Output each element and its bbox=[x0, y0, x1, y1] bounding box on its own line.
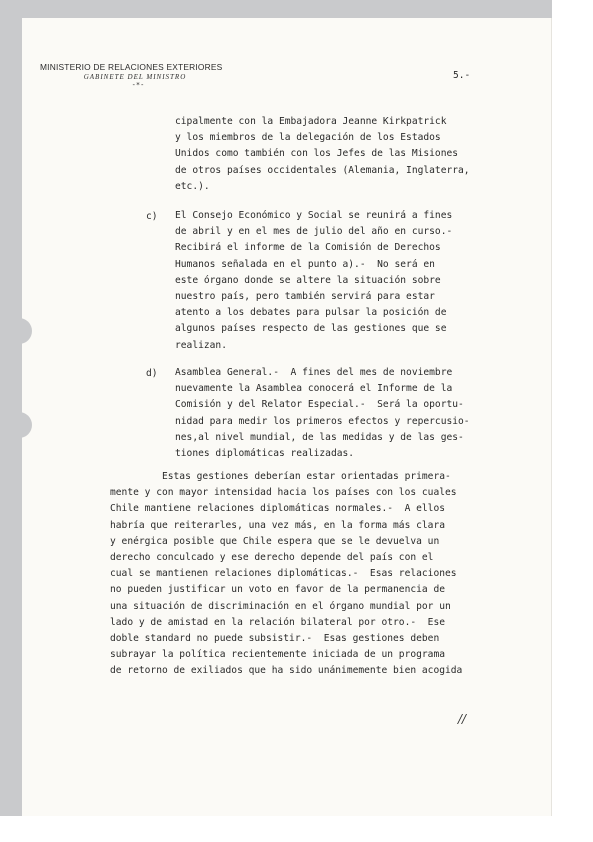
item-c-paragraph: El Consejo Económico y Social se reunirá a fines de abril y en el mes de julio del año en curso.- Recibirá el informe de la Comisión de Derechos Humanos señalada en el punto a).- No será en este órgano donde se altere la situación sobre nuestro país, pero también servirá para estar atento a los debates para pulsar la posición de algunos países respecto de las gestiones que se realizan. bbox=[175, 210, 453, 351]
ministry-name: MINISTERIO DE RELACIONES EXTERIORES bbox=[40, 62, 223, 72]
punch-hole-bottom bbox=[18, 412, 32, 438]
page-number: 5.- bbox=[453, 70, 471, 81]
item-d-label: d) bbox=[146, 368, 158, 379]
continuation-mark: // bbox=[458, 712, 467, 726]
scan-background-bottom bbox=[0, 816, 593, 842]
letterhead bbox=[40, 62, 230, 89]
item-d-paragraph: Asamblea General.- A fines del mes de noviembre nuevamente la Asamblea conocerá el Informe de la Comisión y del Relator Especial.- Será la oportu- nidad para medir los primeros efectos y repercusio- nes,al nivel mundial, de las medidas y de las ges- tiones diplomáticas realizadas. bbox=[175, 367, 470, 460]
item-c-label: c) bbox=[146, 211, 158, 222]
office-name: GABINETE DEL MINISTRO bbox=[83, 73, 187, 81]
letterhead-ornament: -*- bbox=[131, 81, 145, 89]
continuation-paragraph: cipalmente con la Embajadora Jeanne Kirkpatrick y los miembros de la delegación de los Estados Unidos como también con los Jefes de las Misiones de otros países occidentales (Alemania, Inglaterra, etc.). bbox=[175, 116, 470, 192]
document-page bbox=[22, 18, 552, 816]
closing-paragraph: Estas gestiones deberían estar orientadas primera- mente y con mayor intensidad hacia los países con los cuales Chile mantiene relaciones diplomáticas normales.- A ellos habría que reiterarles, una vez más, en la forma más clara y enérgica posible que Chile espera que se le devuelva un derecho conculcado y ese derecho depende del país con el cual se mantienen relaciones diplomáticas.- Esas relaciones no pueden justificar un voto en favor de la permanencia de una situación de discriminación en el órgano mundial por un lado y de amistad en la relación bilateral por otro.- Ese doble standard no puede subsistir.- Esas gestiones deben subrayar la política recientemente iniciada de un programa de retorno de exiliados que ha sido unánimemente bien acogida bbox=[110, 471, 463, 677]
scan-background-right bbox=[552, 0, 593, 842]
punch-hole-top bbox=[18, 318, 32, 344]
